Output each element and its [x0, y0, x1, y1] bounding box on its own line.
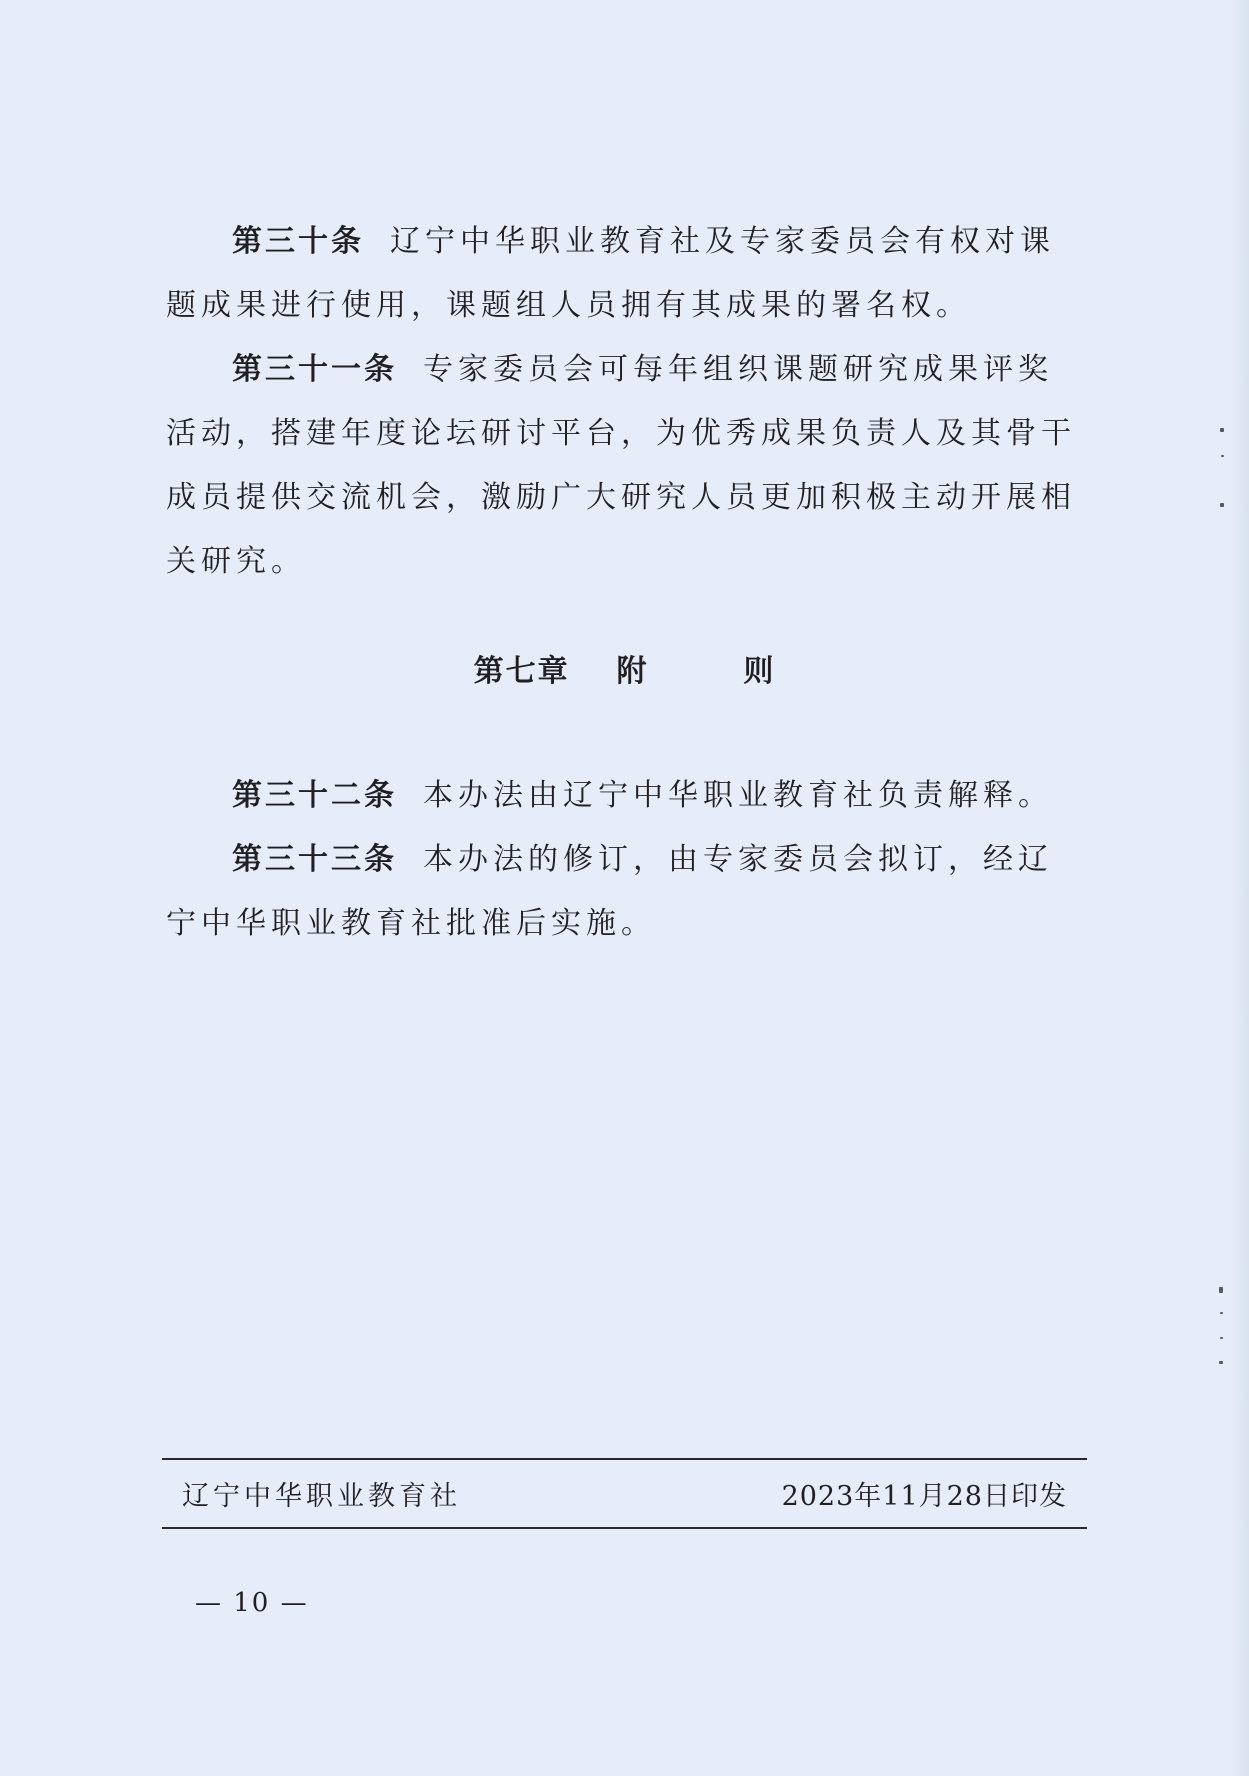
- article-body: 本办法的修订，由专家委员会拟订，经辽宁中华职业教育社批准后实施。: [166, 842, 1053, 941]
- article-31: [166, 338, 1086, 594]
- article-30: [166, 210, 1086, 338]
- scan-speck: [1219, 1287, 1223, 1293]
- scan-speck: [1221, 455, 1224, 457]
- article-body: 专家委员会可每年组织课题研究成果评奖活动，搭建年度论坛研讨平台，为优秀成果负责人及其骨干成员提供交流机会，激励广大研究人员更加积极主动开展相关研究。: [166, 352, 1076, 579]
- page-number: — 10 —: [195, 1588, 309, 1618]
- article-body: 本办法由辽宁中华职业教育社负责解释。: [423, 778, 1053, 813]
- scan-speck: [1219, 1361, 1223, 1364]
- footer-issuer: 辽宁中华职业教育社: [182, 1481, 461, 1512]
- page-edge: [1231, 0, 1249, 1776]
- article-32: [166, 764, 1086, 828]
- scan-speck: [1220, 503, 1224, 507]
- chapter-heading: [0, 646, 1249, 690]
- chapter-number: 第七章: [473, 654, 570, 689]
- article-33: [166, 828, 1086, 956]
- footer-rule-top: [162, 1458, 1087, 1460]
- footer-rule-bottom: [162, 1527, 1087, 1529]
- article-title: 第三十二条: [232, 778, 397, 813]
- articles-top: [166, 210, 1086, 594]
- articles-bottom: [166, 764, 1086, 956]
- chapter-word-2: 则: [743, 654, 776, 689]
- scan-speck: [1220, 1312, 1223, 1314]
- footer-date: 2023年11月28日印发: [781, 1481, 1067, 1512]
- article-title: 第三十三条: [232, 842, 397, 877]
- scan-speck: [1220, 428, 1224, 432]
- article-body: 辽宁中华职业教育社及专家委员会有权对课题成果进行使用，课题组人员拥有其成果的署名权。: [166, 224, 1055, 323]
- article-title: 第三十条: [232, 224, 364, 259]
- chapter-word-1: 附: [616, 654, 649, 689]
- scan-speck: [1220, 1337, 1223, 1339]
- article-title: 第三十一条: [232, 352, 397, 387]
